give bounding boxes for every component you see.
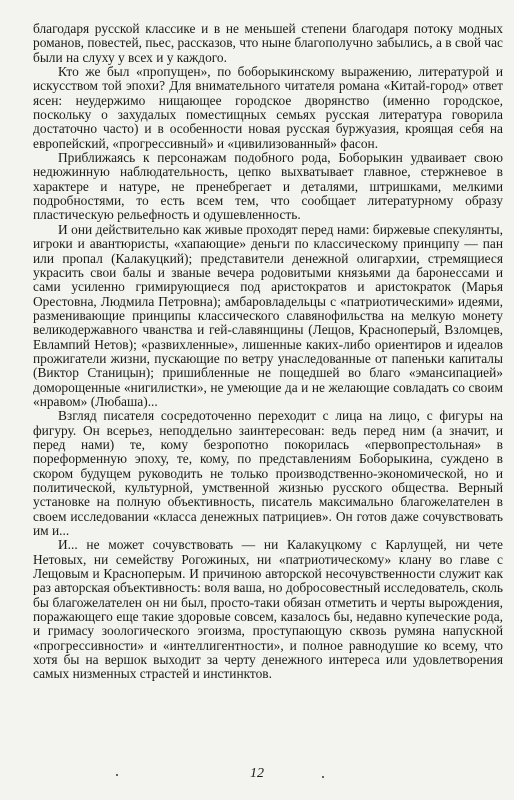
body-text	[33, 22, 503, 682]
paragraph: Приближаясь к персонажам подобного рода, Боборыкин удваивает свою недюжинную наблюдательность, цепко выхватывает главное, стержневое в характере и натуре, не пренебрегает и деталями, штришками, мелкими подробностями, то есть всем тем, что сообщает литературному образу пластическую рельефность и одушевленность.	[33, 150, 503, 223]
paragraph: благодаря русской классике и в не меньшей степени благодаря потоку модных романов, повестей, пьес, рассказов, что ныне благополучно забылись, а в свой час были на слуху у всех и у каждого.	[33, 21, 503, 65]
paragraph: И они действительно как живые проходят перед нами: биржевые спекулянты, игроки и авантюристы, «хапающие» деньги по классическому принципу — пан или пропал (Калакуцкий); представители денежной олигархии, стремящиеся украсить свои балы и званые вечера родовитыми князьями да баронессами и сами усиленно гримирующиеся под аристократов и аристократок (Марья Орестовна, Людмила Петровна); амбаровладельцы с «патриотическими» идеями, разменивающие принципы классического славянофильства на мелкую монету великодержавного чванства и гей-славянщины (Лещов, Красноперый, Взломцев, Евлампий Нетов); «развихленные», лишенные каких-либо ориентиров и идеалов прожигатели жизни, пускающие по ветру унаследованные от папеньки капиталы (Виктор Станицын); пришибленные не пощедшей во благо «эмансипацией» доморощенные «нигилистки», не умеющие да и не желающие совладать со своим «нравом» (Любаша)...	[33, 221, 503, 409]
paragraph: Кто же был «пропущен», по боборыкинскому выражению, литературой и искусством той эпохи? Для внимательного читателя романа «Китай-город» ответ ясен: неудержимо нищающее городское дворянство (именно городское, поскольку о захудалых поместищных семьях русская литература говорила достаточно часто) и в особенности новая русская буржуазия, кроящая себя на европейский, «прогрессивный» и «цивилизованный» фасон.	[33, 64, 503, 151]
paragraph: Взгляд писателя сосредоточенно переходит с лица на лицо, с фигуры на фигуру. Он всерьез, неподдельно заинтересован: ведь перед ним (а значит, и перед нами) те, кому безропотно покорилась «первопрестольная» в пореформенную эпоху, те, кому, по представлениям Боборыкина, суждено в скором будущем руководить не только производственно-экономической, но и политической, культурной, умственной жизнью русского общества. Верный установке на полную объективность, писатель максимально благожелателен в своем исследовании «класса денежных патрициев». Он готов даже сочувствовать им и...	[33, 408, 503, 539]
page-number: 12	[250, 766, 264, 781]
paragraph: И... не может сочувствовать — ни Калакуцкому с Карлущей, ни чете Нетовых, ни семейству Рогожиных, ни «патриотическому» клану во главе с Лещовым и Красноперым. И причиною авторской несочувственности служит как раз авторская объективность: воля ваша, но добросовестный исследователь, сколь бы благожелателен он ни был, просто-таки обязан отметить и черты вырождения, поражающего еще такие здоровые совсем, казалось бы, недавно купеческие рода, и гримасу зоологического эгоизма, проступающую сквозь румяна напускной «прогрессивности» и «интеллигентности», и полное равнодушие ко всему, что хотя бы на вершок выходит за черту денежного интереса или удовлетворения самых низменных страстей и инстинктов.	[33, 537, 503, 682]
